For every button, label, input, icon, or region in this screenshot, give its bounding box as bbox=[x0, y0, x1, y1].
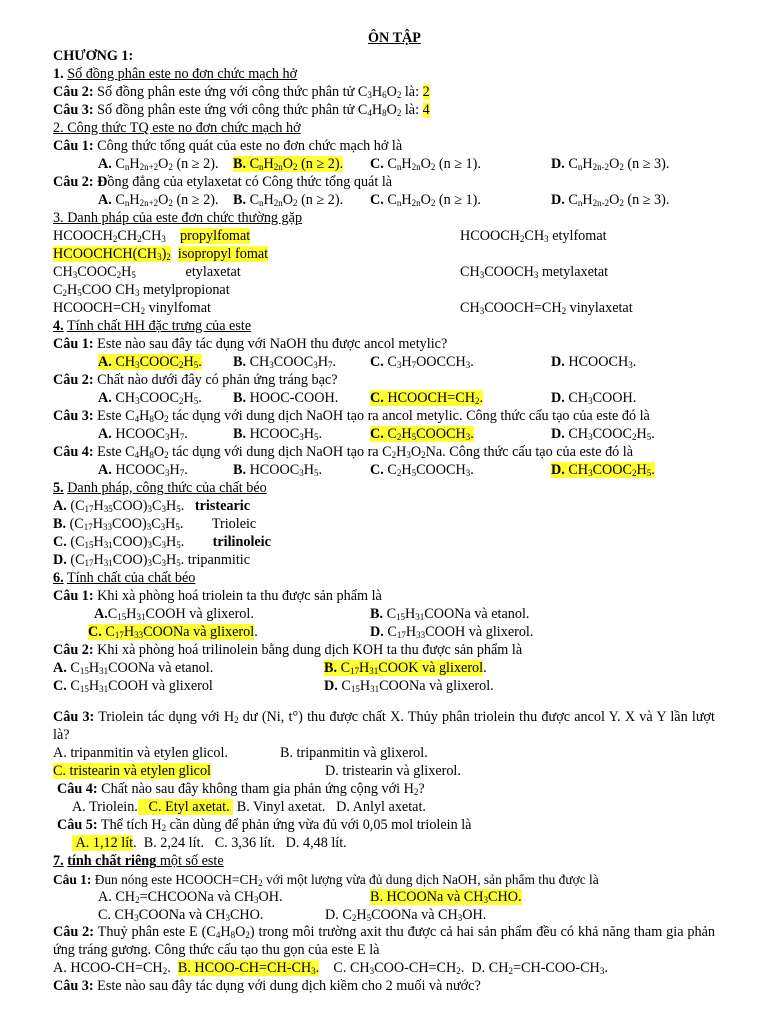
s6-question-1: Câu 1: Khi xà phòng hoá triolein ta thu được sản phẩm là bbox=[53, 588, 382, 604]
s4-q2-option-d: D. $CH_3COOH$. bbox=[551, 390, 637, 406]
s4-q3-option-b: B. $HCOOC_3H_5$. bbox=[233, 426, 323, 442]
section-3-heading: 3. Danh pháp của este đơn chức thường gặp bbox=[53, 210, 303, 226]
section-6-heading: 6. Tính chất của chất béo bbox=[53, 570, 196, 586]
s7-q2-options: A. HCOO-$CH=CH_2$. B. HCOO-$CH=CH-CH_3$. C. $CH_3COO-CH=CH_2$. D. $CH_2=CH-COO-CH_3$. bbox=[53, 960, 608, 976]
s2-question-2: Câu 2: Đồng đẳng của etylaxetat có Công thức tổng quát là bbox=[53, 174, 393, 190]
s4-q2-option-c: C. $HCOOCH=CH_2$. bbox=[370, 390, 484, 406]
s6-q2-option-c: C. $C_{15}H_{31}COOH$ và glixerol bbox=[53, 678, 213, 694]
s3-row-3-left: $CH_3COOC_2H_5$ etylaxetat bbox=[53, 264, 241, 280]
s4-q1-option-d: D. $HCOOCH_3$. bbox=[551, 354, 637, 370]
s2-q1-option-c: C. $C_nH_{2n}O_2$ (n ≥ 1). bbox=[370, 156, 481, 172]
section-2-heading: 2. Công thức TQ este no đơn chức mạch hở bbox=[53, 120, 301, 136]
s7-question-2: Câu 2: Thuỷ phân este E $(C_4H_8O_2)$ trong môi trường axit thu được cả hai sản phẩm đều có khả năng tham gia phản ứng tráng gương. Công thức cấu tạo thu gọn của este E là bbox=[53, 924, 716, 958]
section-4-heading: 4. Tính chất HH đặc trưng của este bbox=[53, 318, 252, 334]
s5-item-d: D. $(C_{17}H_{31}COO)_3C_3H_5$. tripanmitic bbox=[53, 552, 251, 568]
s2-q1-option-a: A. $C_nH_{2n+2}O_2$ (n ≥ 2). bbox=[98, 156, 219, 172]
s4-q4-option-d: D. $CH_3COOC_2H_5$. bbox=[551, 462, 655, 478]
s7-q1-option-c: C. $CH_3COONa$ và $CH_3CHO$. bbox=[98, 907, 264, 923]
s4-question-1: Câu 1: Este nào sau đây tác dụng với NaOH thu được ancol metylic? bbox=[53, 336, 448, 352]
s4-q3-option-a: A. $HCOOC_3H_7$. bbox=[98, 426, 188, 442]
s5-item-a: A. $(C_{17}H_{35}COO)_3C_3H_5$. tristearic bbox=[53, 498, 251, 514]
s4-q2-option-a: A. $CH_3COOC_2H_5$. bbox=[98, 390, 202, 406]
s7-q1-option-a: A. $CH_2=CHCOONa$ và $CH_3OH$. bbox=[98, 889, 283, 905]
s2-q2-option-b: B. $C_nH_{2n}O_2$ (n ≥ 2). bbox=[233, 192, 344, 208]
s6-question-3: Câu 3: Triolein tác dụng với $H_2$ dư (Ni, t°) thu được chất X. Thủy phân triolein thu được ancol Y. X và Y lần lượt là? bbox=[53, 709, 715, 743]
s6-q1-option-d: D. $C_{17}H_{33}COOH$ và glixerol. bbox=[370, 624, 534, 640]
s7-q1-option-b: B. HCOONa và $CH_3CHO$. bbox=[370, 889, 522, 905]
s6-q2-option-b: B. $C_{17}H_{31}COOK$ và glixerol. bbox=[324, 660, 487, 676]
s3-row-1-right: $HCOOCH_2CH_3$ etylfomat bbox=[460, 228, 607, 244]
page-title: ÔN TẬP bbox=[368, 30, 421, 46]
s4-question-4: Câu 4: Este $C_4H_8O_2$ tác dụng với dung dịch NaOH tạo ra $C_2H_3O_2Na$. Công thức cấu tạo của este đó là bbox=[53, 444, 634, 460]
s6-question-2: Câu 2: Khi xà phòng hoá trilinolein bằng dung dịch KOH ta thu được sản phẩm là bbox=[53, 642, 523, 658]
s6-q1-option-c: C. $C_{17}H_{33}COONa$ và glixerol. bbox=[88, 624, 258, 640]
s2-q2-option-d: D. $C_nH_{2n-2}O_2$ (n ≥ 3). bbox=[551, 192, 670, 208]
s4-q3-option-d: D. $CH_3COOC_2H_5$. bbox=[551, 426, 655, 442]
s4-q1-option-a: A. $CH_3COOC_2H_5$. bbox=[98, 354, 202, 370]
s4-q4-option-c: C. $C_2H_5COOCH_3$. bbox=[370, 462, 474, 478]
s6-q1-option-a: $A.C_{15}H_{31}COOH$ và glixerol. bbox=[94, 606, 254, 622]
s7-question-3: Câu 3: Este nào sau đây tác dụng với dung dịch kiềm cho 2 muối và nước? bbox=[53, 978, 481, 994]
s4-q2-option-b: B. HOOC-COOH. bbox=[233, 390, 339, 406]
section-5-heading: 5. Danh pháp, công thức của chất béo bbox=[53, 480, 267, 496]
s3-row-4-left: $C_2H_5COO$ $CH_3$ metylpropionat bbox=[53, 282, 230, 298]
s6-question-5: Câu 5: Thể tích $H_2$ cần dùng để phản ứng vừa đủ với 0,05 mol triolein là bbox=[57, 817, 472, 833]
s7-q1-option-d: D. $C_2H_5COONa$ và $CH_3OH$. bbox=[325, 907, 487, 923]
s6-q1-option-b: B. $C_{15}H_{31}COONa$ và etanol. bbox=[370, 606, 530, 622]
s3-row-2-left: $HCOOCHCH(CH_3)_2$ isopropyl fomat bbox=[53, 246, 269, 262]
s1-question-3: Câu 3: Số đồng phân este ứng với công thức phân tử $C_4H_8O_2$ là: 4 bbox=[53, 102, 430, 118]
chapter-heading: CHƯƠNG 1: bbox=[53, 48, 134, 64]
s6-q3-option-d: D. tristearin và glixerol. bbox=[325, 763, 461, 779]
section-1-heading: 1. Số đồng phân este no đơn chức mạch hở bbox=[53, 66, 298, 82]
s3-row-5-left: $HCOOCH=CH_2$ vinylfomat bbox=[53, 300, 211, 316]
s6-q5-options: A. 1,12 lít. B. 2,24 lít. C. 3,36 lít. D. 4,48 lít. bbox=[72, 835, 347, 853]
s4-question-2: Câu 2: Chất nào dưới đây có phản ứng tráng bạc? bbox=[53, 372, 338, 388]
s2-question-1: Câu 1: Công thức tổng quát của este no đơn chức mạch hở là bbox=[53, 138, 403, 154]
s4-q4-option-a: A. $HCOOC_3H_7$. bbox=[98, 462, 188, 478]
s6-question-4: Câu 4: Chất nào sau đây không tham gia phản ứng cộng với $H_2$? bbox=[57, 781, 425, 797]
s3-row-3-right: $CH_3COOCH_3$ metylaxetat bbox=[460, 264, 609, 280]
s4-question-3: Câu 3: Este $C_4H_8O_2$ tác dụng với dung dịch NaOH tạo ra ancol metylic. Công thức cấu tạo của este đó là bbox=[53, 408, 650, 424]
s4-q4-option-b: B. $HCOOC_3H_5$. bbox=[233, 462, 323, 478]
s6-q3-option-b: B. tripanmitin và glixerol. bbox=[280, 745, 428, 761]
s6-q3-option-a: A. tripanmitin và etylen glicol. bbox=[53, 745, 228, 761]
s6-q2-option-a: A. $C_{15}H_{31}COONa$ và etanol. bbox=[53, 660, 214, 676]
s2-q1-option-d: D. $C_nH_{2n-2}O_2$ (n ≥ 3). bbox=[551, 156, 670, 172]
s3-row-5-right: $CH_3COOCH=CH_2$ vinylaxetat bbox=[460, 300, 633, 316]
s6-q4-options: A. Triolein. C. Etyl axetat. B. Vinyl axetat. D. Anlyl axetat. bbox=[72, 799, 426, 815]
s2-q1-option-b: B. $C_nH_{2n}O_2$ (n ≥ 2). bbox=[233, 156, 344, 172]
s3-row-1-left: $HCOOCH_2CH_2CH_3$ propylfomat bbox=[53, 228, 251, 244]
s2-q2-option-a: A. $C_nH_{2n+2}O_2$ (n ≥ 2). bbox=[98, 192, 219, 208]
s7-question-1: Câu 1: Đun nóng este $HCOOCH=CH_2$ với một lượng vừa đủ dung dịch NaOH, sản phẩm thu được là bbox=[53, 872, 599, 888]
s5-item-c: C. $(C_{15}H_{31}COO)_3C_3H_5$. trilinoleic bbox=[53, 534, 271, 550]
section-7-heading: 7. tính chất riêng một số este bbox=[53, 853, 224, 869]
s6-q3-option-c: C. tristearin và etylen glicol bbox=[53, 763, 211, 779]
s1-question-2: Câu 2: Số đồng phân este ứng với công thức phân tử $C_3H_6O_2$ là: 2 bbox=[53, 84, 430, 100]
s5-item-b: B. $(C_{17}H_{33}COO)_3C_3H_5$. Trioleic bbox=[53, 516, 257, 532]
s4-q1-option-b: B. $CH_3COOC_3H_7$. bbox=[233, 354, 336, 370]
s4-q1-option-c: C. $C_3H_7OOCCH_3$. bbox=[370, 354, 474, 370]
s6-q2-option-d: D. $C_{15}H_{31}COONa$ và glixerol. bbox=[324, 678, 494, 694]
s4-q3-option-c: C. $C_2H_5COOCH_3$. bbox=[370, 426, 474, 442]
s2-q2-option-c: C. $C_nH_{2n}O_2$ (n ≥ 1). bbox=[370, 192, 481, 208]
